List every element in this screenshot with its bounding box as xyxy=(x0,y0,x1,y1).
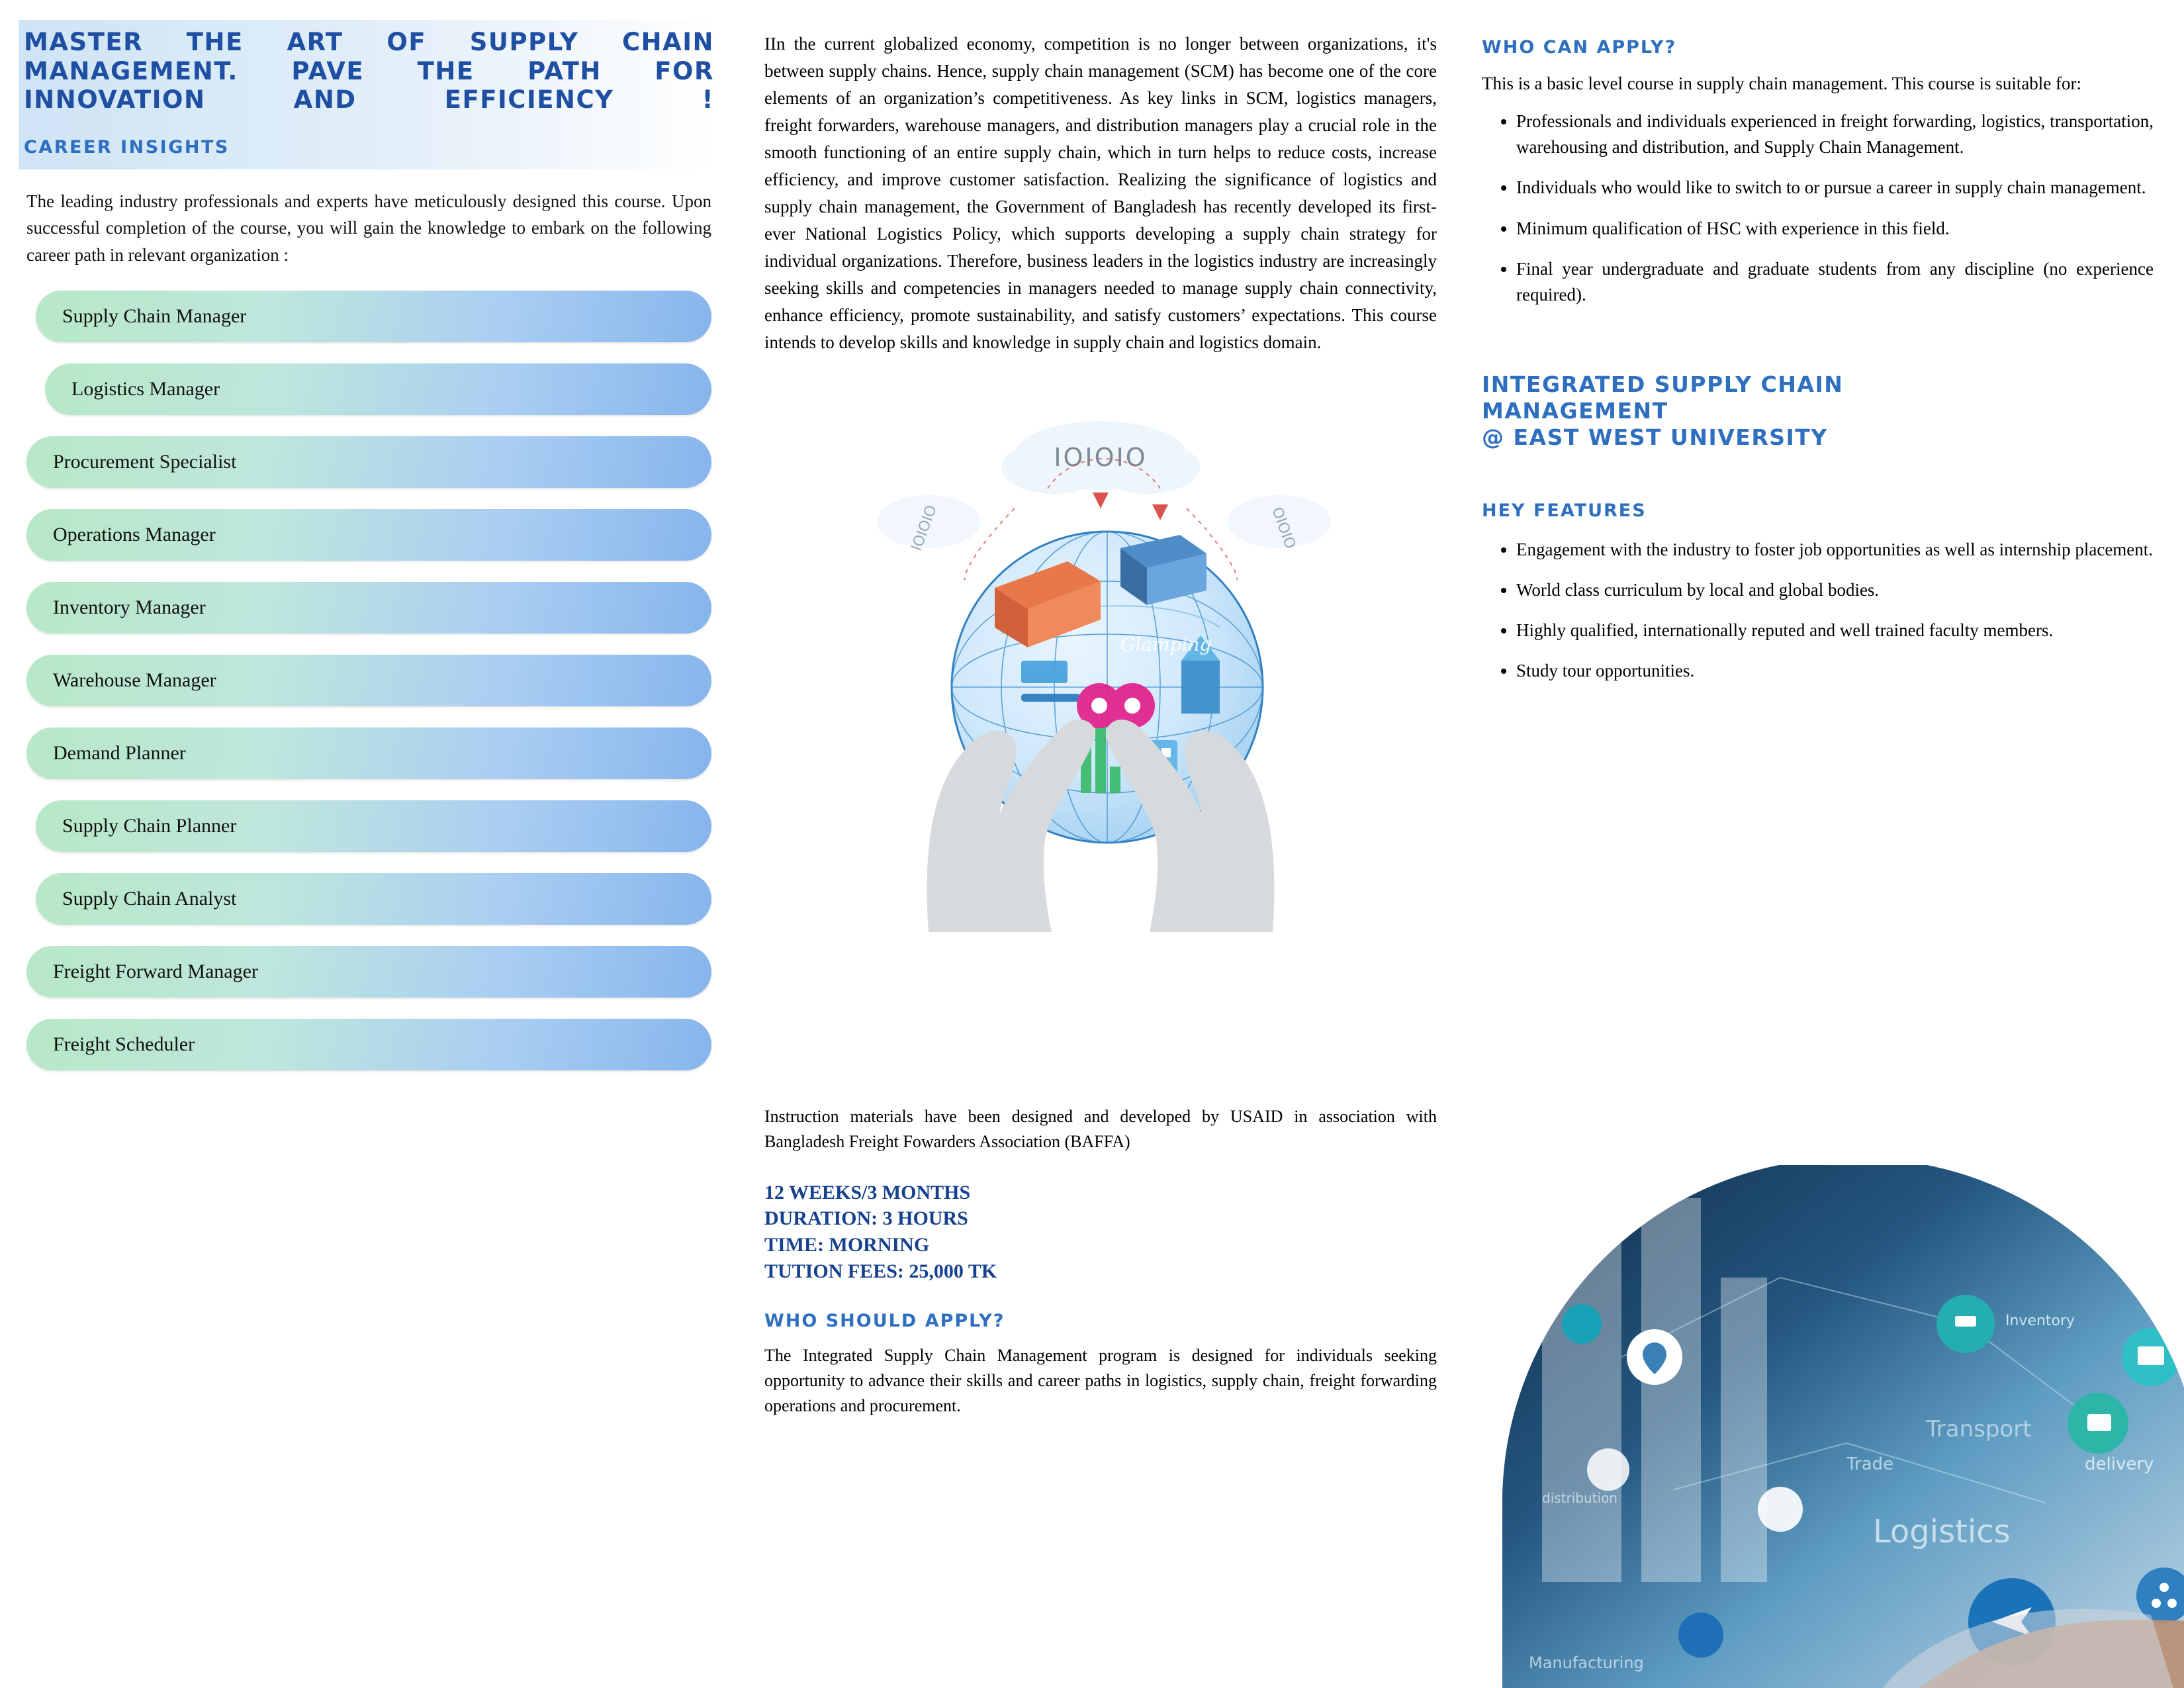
svg-text:Transport: Transport xyxy=(1926,1416,2032,1442)
list-item: • Minimum qualification of HSC with experience in this field. xyxy=(1516,216,2154,242)
who-can-apply-intro: This is a basic level course in supply chain management. This course is suitable for: xyxy=(1482,73,2082,93)
list-item xyxy=(26,1019,711,1070)
overview-paragraph: IIn the current globalized economy, competition is no longer between organizations, it's between supply chains. Hence, supply chain management (SCM) has become one of the core elements of an organization’s competitiveness. As key links in SCM, logistics managers, freight forwarders, warehouse managers, and distribution managers play a crucial role in the smooth functioning of an entire supply chain, which in turn helps to reduce costs, increase efficiency, and improve customer satisfaction. Realizing the significance of logistics and supply chain management, the Government of Bangladesh has recently developed its first-ever National Logistics Policy, which supports developing a supply chain strategy for individual organizations. Therefore, business leaders in the logistics industry are increasingly seeking skills and competencies in managers needed to manage supply chain connectivity, enhance efficiency, promote sustainability, and satisfy customers’ expectations. This course intends to develop skills and knowledge in supply chain and logistics domain. xyxy=(764,34,1437,353)
list-item xyxy=(45,363,711,415)
career-label: Operations Manager xyxy=(53,524,216,546)
career-intro-paragraph: The leading industry professionals and experts have meticulously designed this course. Upon successful completion of the course, you will gain the knowledge to embark on the following career path in relevant organization : xyxy=(26,191,711,265)
svg-text:Logistics: Logistics xyxy=(1873,1513,2011,1550)
column-careers xyxy=(0,0,738,1688)
svg-text:Trade: Trade xyxy=(1846,1454,1894,1474)
page-title: MASTER THE ART OF SUPPLY CHAIN MANAGEMENT. PAVE THE PATH FOR INNOVATION AND EFFICIENCY ! xyxy=(24,28,714,115)
career-label: Supply Chain Analyst xyxy=(62,888,237,910)
list-item: • World class curriculum by local and global bodies. xyxy=(1516,577,2154,603)
career-label: Supply Chain Planner xyxy=(62,815,237,837)
who-should-apply-paragraph: The Integrated Supply Chain Management program is designed for individuals seeking opportunity to advance their skills and career paths in logistics, supply chain, freight forwarding operations and procurement. xyxy=(764,1346,1437,1415)
list-item xyxy=(26,582,711,633)
list-item: • Final year undergraduate and graduate students from any discipline (no experience required). xyxy=(1516,256,2154,308)
list-item: • Professionals and individuals experienced in freight forwarding, logistics, transportation, warehousing and distribution, and Supply Chain Management. xyxy=(1516,109,2154,160)
career-label: Demand Planner xyxy=(53,742,186,765)
list-item xyxy=(26,727,711,779)
svg-text:distribution: distribution xyxy=(1542,1490,1617,1506)
career-label: Procurement Specialist xyxy=(53,451,237,473)
headline-band xyxy=(19,20,719,169)
fact-duration-weeks: 12 WEEKS/3 MONTHS xyxy=(764,1181,971,1203)
list-item xyxy=(26,509,711,561)
logistics-technology-photo xyxy=(1492,1165,2184,1688)
svg-text:Inventory: Inventory xyxy=(2005,1313,2075,1329)
list-item xyxy=(26,946,711,998)
program-title-line-2: MANAGEMENT xyxy=(1482,398,1668,424)
key-features-heading: HEY FEATURES xyxy=(1482,500,1647,521)
career-label: Supply Chain Manager xyxy=(62,305,247,328)
hands-icon xyxy=(849,561,1352,932)
column-eligibility xyxy=(1466,0,2184,1688)
who-can-apply-list xyxy=(1482,109,2154,308)
course-facts xyxy=(764,1180,1437,1284)
program-title-line-1: INTEGRATED SUPPLY CHAIN xyxy=(1482,371,1844,397)
key-features-list xyxy=(1482,537,2154,684)
svg-text:IOIOIO: IOIOIO xyxy=(908,503,940,553)
program-title-line-3: @ EAST WEST UNIVERSITY xyxy=(1482,424,1828,451)
fact-fees: TUTION FEES: 25,000 TK xyxy=(764,1260,997,1282)
fact-time: TIME: MORNING xyxy=(764,1233,930,1256)
career-label: Logistics Manager xyxy=(71,378,220,400)
svg-text:IOIOIO: IOIOIO xyxy=(1054,443,1148,473)
list-item xyxy=(36,873,711,925)
column-overview xyxy=(738,0,1466,1688)
globe-in-hands-illustration xyxy=(764,383,1437,1104)
list-item: • Study tour opportunities. xyxy=(1516,658,2154,684)
logistics-photo-graphic xyxy=(1502,1165,2184,1688)
career-label: Inventory Manager xyxy=(53,596,206,619)
career-label: Freight Scheduler xyxy=(53,1033,195,1056)
career-pill-list xyxy=(26,291,711,1070)
list-item: • Engagement with the industry to foster job opportunities as well as internship placement. xyxy=(1516,537,2154,563)
list-item xyxy=(36,800,711,852)
career-insights-heading: CAREER INSIGHTS xyxy=(24,136,230,158)
who-can-apply-heading: WHO CAN APPLY? xyxy=(1482,37,1677,58)
list-item xyxy=(26,655,711,706)
svg-text:Manufacturing: Manufacturing xyxy=(1529,1654,1644,1672)
svg-text:Glamping: Glamping xyxy=(1120,633,1212,656)
list-item: • Individuals who would like to switch to or pursue a career in supply chain management. xyxy=(1516,175,2154,201)
program-title xyxy=(1482,371,2154,451)
instruction-note: Instruction materials have been designed and developed by USAID in association with Bangladesh Freight Fowarders Association (BAFFA) xyxy=(764,1107,1437,1152)
career-label: Warehouse Manager xyxy=(53,669,216,692)
list-item xyxy=(36,291,711,342)
career-label: Freight Forward Manager xyxy=(53,961,258,983)
svg-text:delivery: delivery xyxy=(2085,1454,2154,1474)
who-should-apply-heading: WHO SHOULD APPLY? xyxy=(764,1311,1005,1332)
fact-duration-hours: DURATION: 3 HOURS xyxy=(764,1207,968,1230)
list-item xyxy=(26,436,711,488)
list-item: • Highly qualified, internationally reputed and well trained faculty members. xyxy=(1516,618,2154,643)
svg-text:OIOIO: OIOIO xyxy=(1268,505,1298,551)
